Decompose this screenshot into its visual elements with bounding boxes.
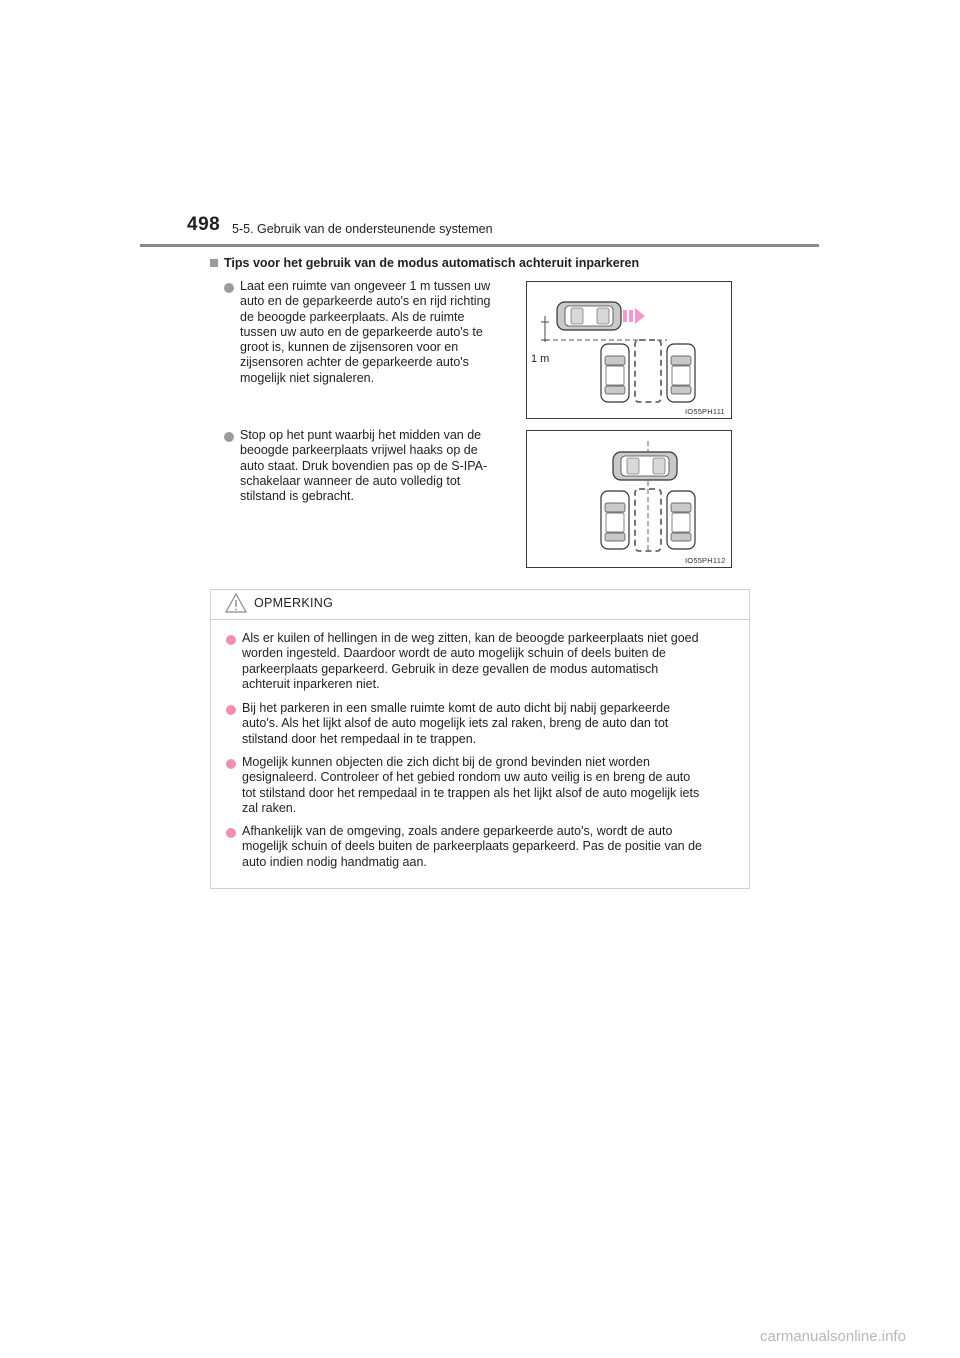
own-car-icon xyxy=(557,302,621,330)
note-bullet-2: Bij het parkeren in een smalle ruimte komt de auto dicht bij nabij geparkeerde auto's. Als het lijkt alsof de auto mogelijk iets zal raken, breng de auto dan tot stilstand door het rempedaal in te trappen. xyxy=(242,701,671,746)
parked-car-icon xyxy=(667,491,695,549)
pink-bullet-icon xyxy=(226,759,236,769)
watermark: carmanualsonline.info xyxy=(760,1328,906,1345)
parking-approach-illustration xyxy=(527,282,731,418)
figure-code: IO55PH111 xyxy=(685,407,725,416)
note-bullet-1: Als er kuilen of hellingen in de weg zitten, kan de beoogde parkeerplaats niet goed worden ingesteld. Daardoor wordt de auto mogelijk schuin of deels buiten de parkeerplaats geparkeerd. Gebruik in deze gevallen de modus automatisch achteruit inparkeren niet. xyxy=(242,631,699,691)
own-car-icon xyxy=(613,452,677,480)
tip-bullet-2: Stop op het punt waarbij het midden van de beoogde parkeerplaats vrijwel haaks op de auto staat. Druk bovendien pas op de S-IPA- schakelaar wanneer de auto volledig tot stilstand is gebracht. xyxy=(240,428,488,504)
parked-car-icon xyxy=(667,344,695,402)
tips-heading: Tips voor het gebruik van de modus automatisch achteruit inparkeren xyxy=(210,256,639,270)
figure-parking-stop xyxy=(526,430,732,568)
square-bullet-icon xyxy=(210,259,218,267)
note-bullet-4: Afhankelijk van de omgeving, zoals andere geparkeerde auto's, wordt de auto mogelijk schuin of deels buiten de parkeerplaats geparkeerd. Pas de positie van de auto indien nodig handmatig aan. xyxy=(242,824,703,869)
parked-car-icon xyxy=(601,491,629,549)
figure-code: IO55PH112 xyxy=(685,556,726,565)
bullet-icon xyxy=(224,283,234,293)
pink-bullet-icon xyxy=(226,828,236,838)
header-rule xyxy=(140,244,819,247)
section-title: 5-5. Gebruik van de ondersteunende systemen xyxy=(232,222,493,236)
parked-car-icon xyxy=(601,344,629,402)
note-bullet-3: Mogelijk kunnen objecten die zich dicht bij de grond bevinden niet worden gesignaleerd. Controleer of het gebied rondom uw auto veilig is en breng de auto tot stilstand door het rempedaal in te trappen als het lijkt alsof de auto mogelijk iets zal raken. xyxy=(242,755,700,815)
parking-stop-illustration xyxy=(527,431,731,567)
note-divider xyxy=(210,619,750,620)
tip-bullet-1: Laat een ruimte van ongeveer 1 m tussen uw auto en de geparkeerde auto's en rijd richting de beoogde parkeerplaats. Als de ruimte tussen uw auto en de geparkeerde auto's te groot is, kunnen de zijsensoren voor en zijsensoren achter de geparkeerde auto's mogelijk niet signaleren. xyxy=(240,279,491,385)
figure-parking-approach xyxy=(526,281,732,419)
pink-bullet-icon xyxy=(226,705,236,715)
warning-icon xyxy=(224,592,248,614)
pink-bullet-icon xyxy=(226,635,236,645)
bullet-icon xyxy=(224,432,234,442)
note-title: OPMERKING xyxy=(254,596,334,610)
distance-label: 1 m xyxy=(531,353,550,365)
direction-arrow-icon xyxy=(623,308,645,324)
page-number: 498 xyxy=(187,214,221,235)
target-space-outline xyxy=(635,340,661,402)
